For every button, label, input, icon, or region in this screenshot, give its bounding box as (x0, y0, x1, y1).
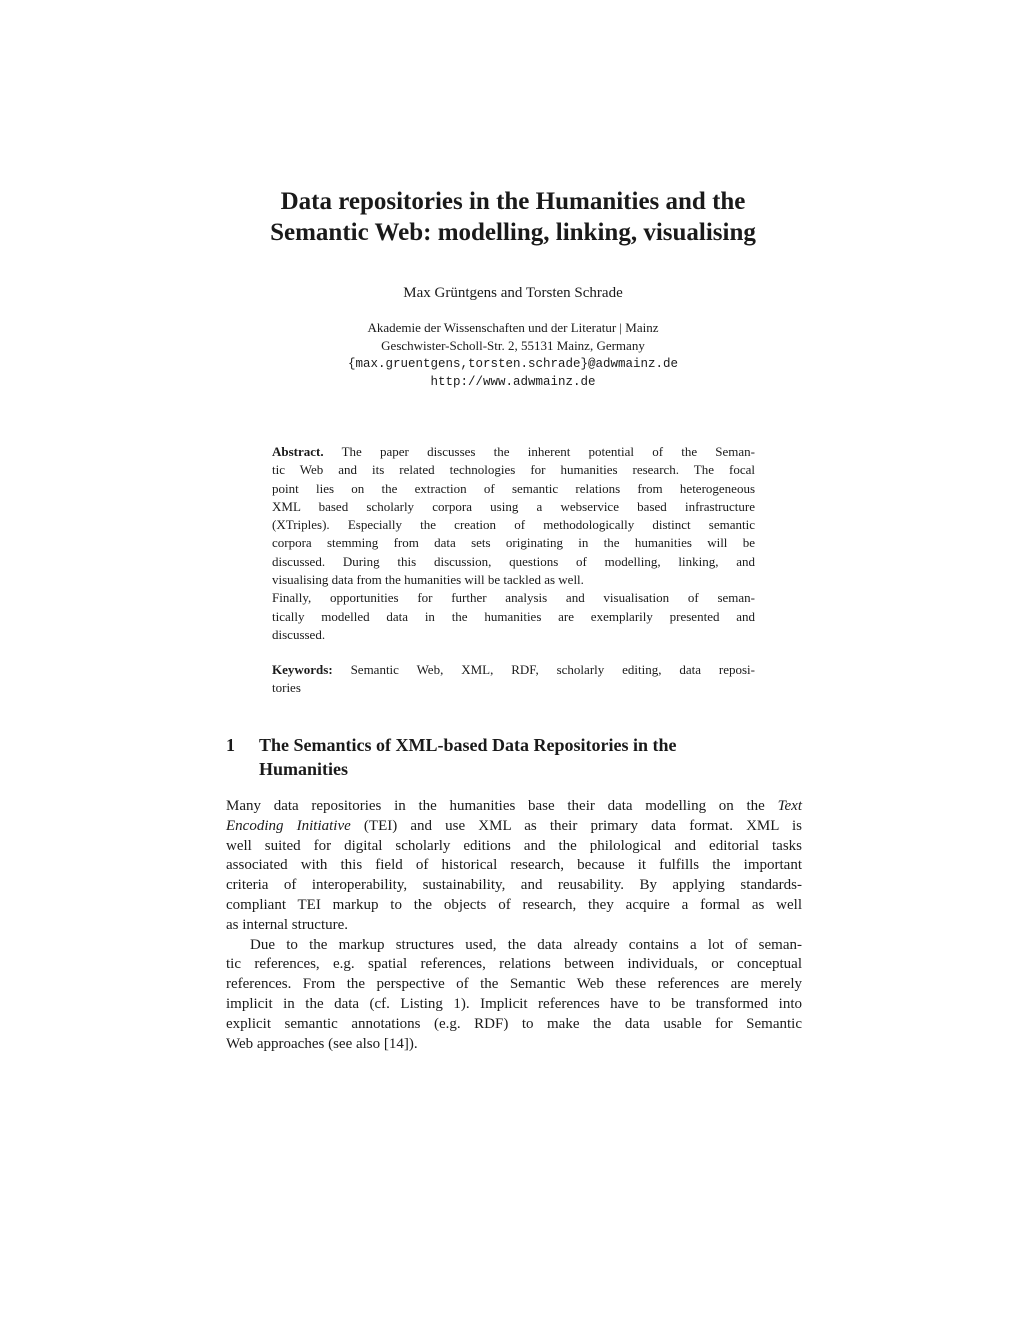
author-list: Max Grüntgens and Torsten Schrade (403, 285, 623, 301)
keywords (272, 661, 755, 698)
paragraph-line (226, 817, 802, 837)
abstract-line: Finally, opportunities for further analysis and visualisation of seman- (272, 590, 755, 606)
paragraph-line: as internal structure. (226, 916, 349, 933)
abstract-label: Abstract. (272, 444, 324, 459)
abstract-line: tic Web and its related technologies for humanities research. The focal (272, 462, 755, 478)
keywords-label: Keywords: (272, 662, 333, 677)
paragraph-line: associated with this field of historical research, because it fulfills the important (226, 857, 802, 874)
paragraph-text: (TEI) and use XML as their primary data format. XML is (363, 817, 803, 834)
keywords-line: tories (272, 680, 301, 696)
email-address: {max.gruentgens,torsten.schrade}@adwmainz.de (347, 357, 679, 371)
address: Geschwister-Scholl-Str. 2, 55131 Mainz, Germany (381, 338, 645, 353)
abstract (272, 443, 755, 644)
section-title-line-1: The Semantics of XML-based Data Repositories in the (259, 735, 677, 755)
abstract-line: visualising data from the humanities will be tackled as well. (272, 572, 584, 588)
institution: Akademie der Wissenschaften und der Literatur | Mainz (367, 320, 659, 335)
paragraph-line: criteria of interoperability, sustainability, and reusability. By applying standards- (226, 877, 802, 894)
paragraph-text: Many data repositories in the humanities base their data modelling on the (226, 798, 765, 814)
section-title (259, 733, 809, 781)
paragraph-line: references. From the perspective of the Semantic Web these references are merely (226, 976, 802, 993)
paragraph-line: explicit semantic annotations (e.g. RDF) to make the data usable for Semantic (226, 1015, 802, 1032)
emphasis-text: Encoding Initiative (226, 817, 351, 834)
website-url: http://www.adwmainz.de (430, 375, 596, 389)
abstract-line: discussed. During this discussion, questions of modelling, linking, and (272, 553, 755, 569)
section-title-line-2: Humanities (259, 759, 349, 779)
keywords-line (272, 661, 755, 679)
abstract-line-text: The paper discusses the inherent potential of the Seman- (341, 444, 756, 459)
abstract-line: corpora stemming from data sets originating in the humanities will be (272, 535, 755, 551)
paragraph-line: well suited for digital scholarly editions and the philological and editorial tasks (226, 837, 802, 854)
abstract-line: XML based scholarly corpora using a webservice based infrastructure (272, 498, 755, 514)
paragraph-line: implicit in the data (cf. Listing 1). Implicit references have to be transformed into (226, 995, 802, 1012)
abstract-line: discussed. (272, 626, 326, 642)
abstract-line: (XTriples). Especially the creation of methodologically distinct semantic (272, 517, 755, 533)
paper-title (200, 186, 826, 248)
title-line-2: Semantic Web: modelling, linking, visualising (270, 219, 756, 246)
affiliation-block (210, 319, 816, 391)
title-line-1: Data repositories in the Humanities and the (280, 188, 746, 215)
paragraph-line (226, 797, 802, 817)
paragraph-line: Web approaches (see also [14]). (226, 1035, 418, 1052)
emphasis-text: Text (777, 798, 803, 814)
abstract-line (272, 443, 755, 461)
paragraph-line: Due to the markup structures used, the data already contains a lot of seman- (250, 936, 802, 953)
abstract-line: tically modelled data in the humanities are exemplarily presented and (272, 608, 755, 624)
keywords-text: Semantic Web, XML, RDF, scholarly editing, data reposi- (350, 662, 755, 677)
paragraph-line: tic references, e.g. spatial references, relations between individuals, or conceptual (226, 956, 802, 973)
section-number: 1 (226, 735, 235, 755)
body-text (226, 797, 802, 1054)
paragraph-line: compliant TEI markup to the objects of research, they acquire a formal as well (226, 896, 802, 913)
abstract-line: point lies on the extraction of semantic relations from heterogeneous (272, 480, 755, 496)
